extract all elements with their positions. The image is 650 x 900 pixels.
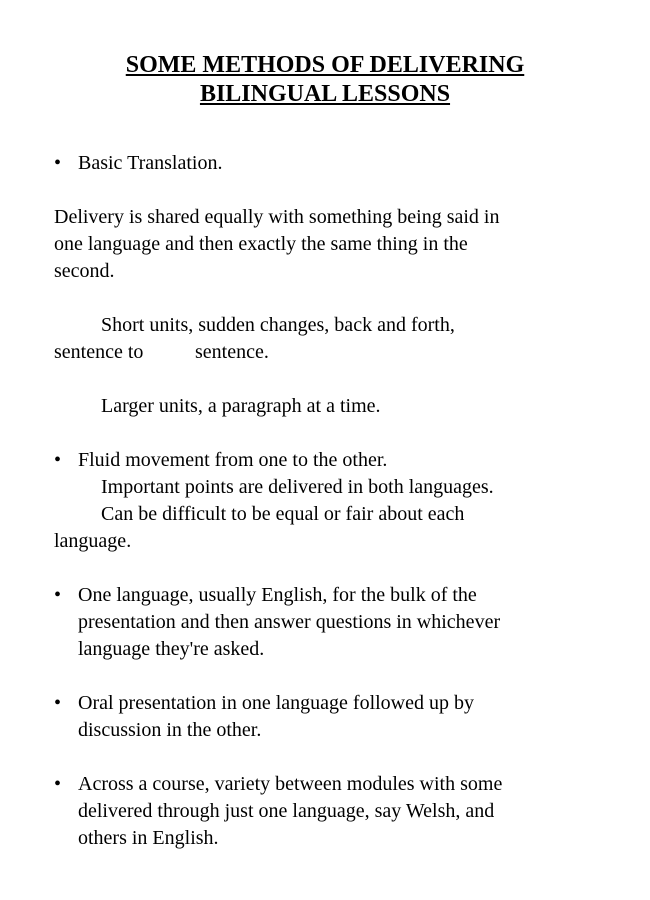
fluid-sub-line-2-cont: language. (54, 530, 132, 552)
bullet-course-line-3: others in English. (78, 827, 219, 849)
bullet-glyph: • (54, 152, 62, 174)
basic-desc-line-2: one language and then exactly the same thing in the (54, 233, 468, 255)
title-line-2: BILINGUAL LESSONS (199, 81, 451, 107)
bullet-course-line-1: Across a course, variety between modules with some (78, 773, 503, 795)
bullet-course-line-2: delivered through just one language, say Welsh, and (78, 800, 495, 822)
bullet-one-language-line-3: language they're asked. (78, 638, 265, 660)
short-units-line-2a: sentence to (54, 341, 144, 363)
short-units-line-1: Short units, sudden changes, back and forth, (101, 314, 455, 336)
bullet-glyph: • (54, 773, 62, 795)
bullet-glyph: • (54, 692, 62, 714)
basic-desc-line-1: Delivery is shared equally with something being said in (54, 206, 500, 228)
fluid-sub-line-2: Can be difficult to be equal or fair about each (101, 503, 465, 525)
title-line-1: SOME METHODS OF DELIVERING (125, 52, 525, 78)
bullet-one-language-line-2: presentation and then answer questions in whichever (78, 611, 501, 633)
bullet-glyph: • (54, 584, 62, 606)
bullet-one-language-line-1: One language, usually English, for the bulk of the (78, 584, 477, 606)
bullet-fluid-movement: Fluid movement from one to the other. (78, 449, 388, 471)
short-units-line-2b: sentence. (195, 341, 269, 363)
bullet-oral-line-1: Oral presentation in one language followed up by (78, 692, 474, 714)
bullet-glyph: • (54, 449, 62, 471)
bullet-basic-translation: Basic Translation. (78, 152, 223, 174)
basic-desc-line-3: second. (54, 260, 115, 282)
bullet-oral-line-2: discussion in the other. (78, 719, 262, 741)
larger-units-line: Larger units, a paragraph at a time. (101, 395, 381, 417)
fluid-sub-line-1: Important points are delivered in both languages. (101, 476, 494, 498)
